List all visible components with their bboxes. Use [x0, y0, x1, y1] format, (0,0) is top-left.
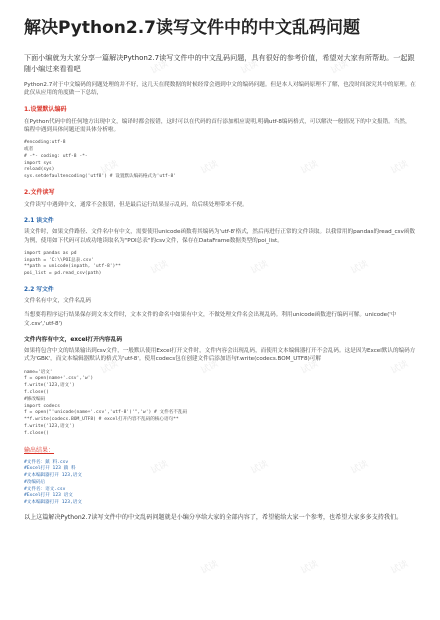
page-title: 解决Python2.7读写文件中的中文乱码问题	[24, 18, 360, 38]
watermark: 试读	[249, 459, 271, 477]
closing-paragraph: 以上这篇解决Python2.7读写文件中的中文乱码问题就是小编分享给大家的全部内容了，希望能给大家一个参考，也希望大家多多支持我们。	[24, 514, 403, 522]
watermark: 试读	[349, 259, 371, 277]
excel-content-heading: 文件内容有中文，excel打开内容乱码	[24, 336, 123, 343]
watermark: 试读	[99, 359, 121, 377]
section-1-heading: 1.设置默认编码	[24, 105, 67, 113]
watermark: 试读	[349, 459, 371, 477]
watermark: 试读	[199, 159, 221, 177]
watermark: 试读	[389, 159, 411, 177]
watermark: 试读	[299, 159, 321, 177]
section-2-text: 文件读写中遇到中文，通常不会报错，但是最后运行结果显示乱码，给后续处理带来不便。	[24, 201, 248, 208]
excel-content-text: 如果将包含中文的结果输出到csv文件，一般默认使用Excel打开文件时，文件内容会出现乱码，而使用文本编辑器打开不会乱码。这是因为Excel默认的编码方式为'GBK'，而文本编辑器默认的格式为'utf-8'。使用codecs包在创建文件后添加语句f.write(codecs.BOM_UTF8)可解	[24, 347, 416, 363]
watermark: 试读	[199, 559, 221, 577]
watermark: 试读	[239, 59, 261, 77]
output-label: 输出结果：	[24, 446, 55, 454]
subsection-2-2-line: 文件名有中文，文件名乱码	[24, 298, 92, 305]
watermark: 试读	[99, 159, 121, 177]
watermark: 试读	[149, 259, 171, 277]
section-1-text: 在Python代码中的任何地方出现中文，编译时都会报错，这时可以在代码的首行添加相应说明,明确utf-8编码格式，可以解决一般情况下的中文报错。当然，编程中遇到具体问题还需具体分析啦。	[24, 118, 411, 133]
watermark: 试读	[149, 59, 171, 77]
watermark: 试读	[299, 559, 321, 577]
watermark: 试读	[299, 359, 321, 377]
code-block-write: name='语文' f = open(name+'.csv','w') f.write('123,语文') f.close() #修改编码 import codecs f = open("'unicode(name+'.csv','utf-8')'",'w') # 文件名不乱码 **f.write(codecs.BOM_UTF8) # excel打开内容不乱码的核心语句** f.write('123,语文') f.close()	[24, 369, 188, 436]
subsection-2-1-text: 读文件时，如果文件路径、文件名中有中文，需要使用unicode函数将其编码为'utf-8'格式，然后再进行正常的文件读取。以我常用的pandas的read_csv函数为例，使用如下代码可以成功地读取名为"POI总表"的csv文件，保存在DataFrame数据类型的poi_list。	[24, 229, 415, 244]
watermark: 试读	[199, 359, 221, 377]
code-block-output: #文件名：鎮 料.csv #Excel打开 123 鎮 料 #文本编辑器打开 123,语文 #改编码后 #文件名：语文.csv #Excel打开 123 语文 #文本编辑器打开 123,语文	[24, 459, 82, 506]
intro-paragraph: 下面小编就为大家分享一篇解决Python2.7读写文件中的中文乱码问题，具有很好的参考价值，希望对大家有所帮助。一起跟随小编过来看看吧	[24, 53, 415, 73]
watermark: 试读	[249, 259, 271, 277]
code-block-read: import pandas as pd inpath = 'C:\\POI总表.csv' **path = unicode(inpath, 'utf-8')** poi_list = pd.read_csv(path)	[24, 250, 121, 277]
subsection-2-2-text: 当想要将程序运行结果保存到文本文件时，文本文件的命名中如果有中文，不做处理文件名会出现乱码。利用unicode函数进行编码可解。unicode('中文.csv','utf-8')	[24, 312, 397, 327]
code-block-encoding: #encoding:utf-8 或者 # -*- coding: utf-8 -*- import sys reload(sys) sys.setdefaultencoding('utf8') # 设置默认编码格式为'utf-8'	[24, 140, 176, 180]
watermark: 试读	[329, 59, 351, 77]
section-2-heading: 2.文件读写	[24, 188, 55, 196]
watermark: 试读	[389, 559, 411, 577]
subsection-2-1-heading: 2.1 读文件	[24, 218, 54, 225]
watermark: 试读	[149, 459, 171, 477]
paragraph-1: Python2.7对于中文编码的问题处理的并不好，这几天在爬数据的时候经常会遇到中文的编码问题。但是本人对编码原理不了解，也没时间深究其中的原理。在此仅从应用的角度做一下总结，	[24, 82, 416, 97]
watermark: 试读	[389, 359, 411, 377]
subsection-2-2-heading: 2.2 写文件	[24, 287, 54, 294]
